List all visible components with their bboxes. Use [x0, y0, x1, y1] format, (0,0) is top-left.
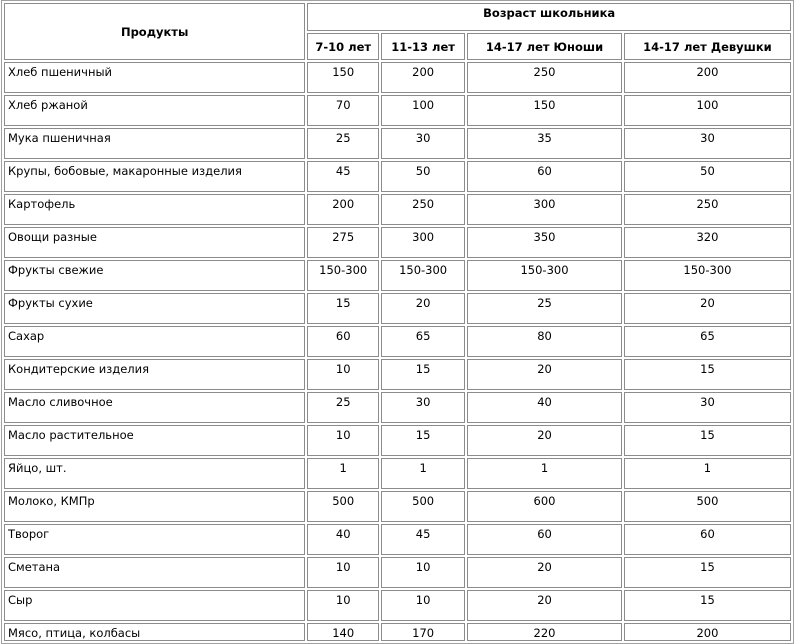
value-cell: 65 — [624, 326, 791, 357]
value-cell: 60 — [467, 524, 622, 555]
header-age-11-13: 11-13 лет — [381, 33, 465, 60]
header-age-14-17-girls: 14-17 лет Девушки — [624, 33, 791, 60]
table-row — [4, 425, 791, 456]
value-cell: 25 — [467, 293, 622, 324]
value-cell: 200 — [624, 62, 791, 93]
value-cell: 35 — [467, 128, 622, 159]
value-cell: 10 — [307, 359, 379, 390]
header-age-14-17-boys: 14-17 лет Юноши — [467, 33, 622, 60]
header-age-group: Возраст школьника — [307, 3, 791, 31]
value-cell: 30 — [381, 128, 465, 159]
value-cell: 20 — [467, 590, 622, 621]
nutrition-norms-table — [1, 0, 794, 644]
value-cell: 40 — [467, 392, 622, 423]
value-cell: 20 — [624, 293, 791, 324]
value-cell: 250 — [467, 62, 622, 93]
value-cell: 25 — [307, 128, 379, 159]
table-row — [4, 293, 791, 324]
value-cell: 60 — [624, 524, 791, 555]
value-cell: 20 — [467, 557, 622, 588]
table-row — [4, 590, 791, 621]
table-row — [4, 524, 791, 555]
table-row — [4, 161, 791, 192]
table-row — [4, 260, 791, 291]
table-body — [4, 62, 791, 641]
value-cell: 150-300 — [467, 260, 622, 291]
value-cell: 1 — [381, 458, 465, 489]
value-cell: 15 — [307, 293, 379, 324]
value-cell: 150-300 — [307, 260, 379, 291]
table-row — [4, 491, 791, 522]
value-cell: 275 — [307, 227, 379, 258]
value-cell: 350 — [467, 227, 622, 258]
value-cell: 150-300 — [381, 260, 465, 291]
value-cell: 15 — [624, 359, 791, 390]
value-cell: 140 — [307, 623, 379, 641]
product-name-cell: Мука пшеничная — [4, 128, 305, 159]
value-cell: 15 — [624, 557, 791, 588]
product-name-cell: Хлеб ржаной — [4, 95, 305, 126]
value-cell: 100 — [624, 95, 791, 126]
value-cell: 500 — [624, 491, 791, 522]
value-cell: 10 — [307, 557, 379, 588]
table-row — [4, 359, 791, 390]
value-cell: 70 — [307, 95, 379, 126]
value-cell: 10 — [381, 590, 465, 621]
product-name-cell: Фрукты сухие — [4, 293, 305, 324]
product-name-cell: Сахар — [4, 326, 305, 357]
product-name-cell: Яйцо, шт. — [4, 458, 305, 489]
table-header — [4, 3, 791, 60]
product-name-cell: Хлеб пшеничный — [4, 62, 305, 93]
table-row — [4, 557, 791, 588]
table-row — [4, 326, 791, 357]
table-row — [4, 392, 791, 423]
product-name-cell: Картофель — [4, 194, 305, 225]
value-cell: 20 — [467, 425, 622, 456]
value-cell: 250 — [624, 194, 791, 225]
value-cell: 200 — [624, 623, 791, 641]
value-cell: 50 — [624, 161, 791, 192]
product-name-cell: Кондитерские изделия — [4, 359, 305, 390]
product-name-cell: Масло растительное — [4, 425, 305, 456]
value-cell: 10 — [307, 590, 379, 621]
value-cell: 15 — [624, 590, 791, 621]
table-row — [4, 623, 791, 641]
header-products: Продукты — [4, 3, 305, 60]
table-row — [4, 194, 791, 225]
value-cell: 150 — [467, 95, 622, 126]
value-cell: 25 — [307, 392, 379, 423]
value-cell: 45 — [307, 161, 379, 192]
value-cell: 220 — [467, 623, 622, 641]
table-row — [4, 128, 791, 159]
product-name-cell: Творог — [4, 524, 305, 555]
table-row — [4, 95, 791, 126]
value-cell: 170 — [381, 623, 465, 641]
value-cell: 10 — [307, 425, 379, 456]
value-cell: 30 — [624, 392, 791, 423]
value-cell: 20 — [467, 359, 622, 390]
value-cell: 15 — [381, 425, 465, 456]
product-name-cell: Сыр — [4, 590, 305, 621]
value-cell: 10 — [381, 557, 465, 588]
value-cell: 60 — [307, 326, 379, 357]
value-cell: 500 — [381, 491, 465, 522]
value-cell: 320 — [624, 227, 791, 258]
value-cell: 80 — [467, 326, 622, 357]
value-cell: 1 — [467, 458, 622, 489]
value-cell: 600 — [467, 491, 622, 522]
value-cell: 65 — [381, 326, 465, 357]
value-cell: 300 — [467, 194, 622, 225]
value-cell: 1 — [307, 458, 379, 489]
product-name-cell: Сметана — [4, 557, 305, 588]
table-row — [4, 227, 791, 258]
value-cell: 250 — [381, 194, 465, 225]
value-cell: 200 — [381, 62, 465, 93]
value-cell: 60 — [467, 161, 622, 192]
value-cell: 300 — [381, 227, 465, 258]
product-name-cell: Масло сливочное — [4, 392, 305, 423]
value-cell: 20 — [381, 293, 465, 324]
product-name-cell: Молоко, КМПр — [4, 491, 305, 522]
value-cell: 500 — [307, 491, 379, 522]
value-cell: 45 — [381, 524, 465, 555]
value-cell: 40 — [307, 524, 379, 555]
value-cell: 30 — [624, 128, 791, 159]
value-cell: 200 — [307, 194, 379, 225]
value-cell: 15 — [624, 425, 791, 456]
value-cell: 15 — [381, 359, 465, 390]
product-name-cell: Фрукты свежие — [4, 260, 305, 291]
value-cell: 30 — [381, 392, 465, 423]
product-name-cell: Мясо, птица, колбасы — [4, 623, 305, 641]
table-row — [4, 458, 791, 489]
product-name-cell: Овощи разные — [4, 227, 305, 258]
value-cell: 100 — [381, 95, 465, 126]
header-age-7-10: 7-10 лет — [307, 33, 379, 60]
value-cell: 150 — [307, 62, 379, 93]
table-row — [4, 62, 791, 93]
value-cell: 1 — [624, 458, 791, 489]
value-cell: 50 — [381, 161, 465, 192]
product-name-cell: Крупы, бобовые, макаронные изделия — [4, 161, 305, 192]
value-cell: 150-300 — [624, 260, 791, 291]
